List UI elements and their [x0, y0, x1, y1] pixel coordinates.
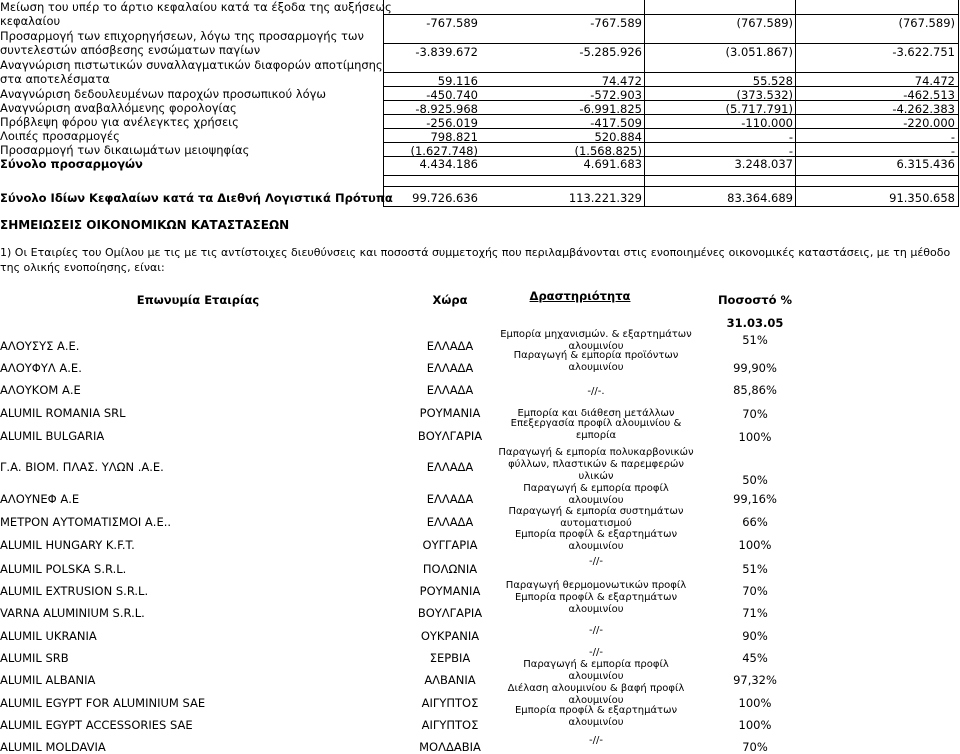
reconciliation-value: -220.000 — [903, 116, 955, 130]
grid-hline — [383, 72, 959, 73]
company-country: ΣΕΡΒΙΑ — [429, 651, 471, 665]
company-activity-line: αλουμινίου — [568, 541, 624, 552]
company-activity-line: -//- — [589, 556, 603, 567]
company-activity — [496, 447, 696, 483]
header-country: Χώρα — [432, 293, 468, 307]
company-percent: 99,90% — [733, 361, 777, 375]
reconciliation-row-label: κεφαλαίου — [0, 14, 61, 28]
reconciliation-row-label: στα αποτελέσματα — [0, 72, 110, 86]
company-activity-line: αλουμινίου — [568, 362, 624, 373]
company-activity — [496, 529, 696, 553]
reconciliation-row-label: Μείωση του υπέρ το άρτιο κεφαλαίου κατά τα έξοδα της αυξήσεως — [0, 0, 392, 14]
notes-paragraph-line2: της ολικής ενοποίησης, είναι: — [0, 261, 165, 274]
reconciliation-value: 74.472 — [914, 74, 955, 88]
company-name: ΑΛΟΥΣΥΣ Α.Ε. — [0, 339, 80, 353]
company-activity-line: Επεξεργασία προφίλ αλουμινίου & — [510, 418, 682, 429]
reconciliation-row-label: Προσαρμογή των επιχορηγήσεων, λόγω της προσαρμογής των — [0, 29, 364, 43]
total-adjustments-value: 6.315.436 — [896, 157, 955, 171]
company-country: ΒΟΥΛΓΑΡΙΑ — [417, 429, 483, 443]
company-percent: 71% — [742, 606, 768, 620]
total-equity-label: Σύνολο Ιδίων Κεφαλαίων κατά τα Διεθνή Λογιστικά Πρότυπα — [0, 191, 393, 205]
company-percent: 50% — [742, 473, 768, 487]
total-equity-value: 91.350.658 — [889, 191, 955, 205]
company-name: ALUMIL MOLDAVIA — [0, 740, 106, 754]
company-activity-line: εμπορία — [575, 430, 617, 441]
reconciliation-value: - — [950, 144, 955, 158]
reconciliation-value: (5.717.791) — [725, 102, 793, 116]
reconciliation-value: (373.532) — [736, 88, 793, 102]
company-percent: 70% — [742, 407, 768, 421]
company-percent: 51% — [742, 333, 768, 347]
reconciliation-value: -767.589 — [590, 16, 642, 30]
company-percent: 51% — [742, 562, 768, 576]
reconciliation-row-label: Πρόβλεψη φόρου για ανέλεγκτες χρήσεις — [0, 115, 239, 129]
reconciliation-value: 55.528 — [752, 74, 793, 88]
company-percent: 100% — [738, 718, 772, 732]
company-activity-line: -//- — [589, 735, 603, 746]
company-percent: 100% — [738, 696, 772, 710]
total-equity-value: 99.726.636 — [412, 191, 478, 205]
company-activity-line: αλουμινίου — [568, 717, 624, 728]
reconciliation-row-label: Αναγνώριση δεδουλευμένων παροχών προσωπικού λόγω — [0, 87, 327, 101]
company-activity-line: Παραγωγή & εμπορία πολυκαρβονικών — [498, 447, 694, 458]
reconciliation-value: - — [788, 144, 793, 158]
company-country: ΕΛΛΑΔΑ — [426, 460, 474, 474]
company-activity-line: -//- — [589, 647, 603, 658]
company-country: ΕΛΛΑΔΑ — [426, 361, 474, 375]
reconciliation-row-label: Προσαρμογή των δικαιωμάτων μειοψηφίας — [0, 143, 250, 157]
grid-hline — [383, 175, 959, 176]
company-activity-line: Εμπορία προφίλ & εξαρτημάτων — [514, 705, 678, 716]
company-name: ALUMIL EXTRUSION S.R.L. — [0, 584, 149, 598]
reconciliation-value: (1.627.748) — [410, 144, 478, 158]
reconciliation-value: 520.884 — [594, 130, 642, 144]
reconciliation-value: -767.589 — [426, 16, 478, 30]
company-name: Γ.Α. ΒΙΟΜ. ΠΛΑΣ. ΥΛΩΝ .Α.Ε. — [0, 460, 164, 474]
company-activity — [496, 350, 696, 374]
company-activity-line: Εμπορία μηχανισμών. & εξαρτημάτων — [500, 329, 692, 340]
company-activity — [496, 592, 696, 616]
company-country: ΑΙΓΥΠΤΟΣ — [421, 718, 479, 732]
company-name: ALUMIL HUNGARY K.F.T. — [0, 538, 135, 552]
company-percent: 97,32% — [733, 673, 777, 687]
reconciliation-value: -3.839.672 — [415, 45, 478, 59]
company-activity-line: αλουμινίου — [568, 495, 624, 506]
notes-heading: ΣΗΜΕΙΩΣΕΙΣ ΟΙΚΟΝΟΜΙΚΩΝ ΚΑΤΑΣΤΑΣΕΩΝ — [0, 218, 290, 232]
company-activity-line: Εμπορία προφίλ & εξαρτημάτων — [514, 592, 678, 603]
reconciliation-value: (767.589) — [736, 16, 793, 30]
company-activity — [496, 705, 696, 729]
company-activity — [496, 580, 696, 592]
company-activity — [496, 683, 696, 707]
total-equity-value: 113.221.329 — [568, 191, 642, 205]
company-activity-line: αλουμινίου — [568, 604, 624, 615]
company-name: ΑΛΟΥΚΟΜ Α.Ε — [0, 383, 81, 397]
company-activity-line: αυτοματισμού — [560, 518, 632, 529]
reconciliation-value: -450.740 — [426, 88, 478, 102]
reconciliation-value: (3.051.867) — [725, 45, 793, 59]
company-activity — [496, 625, 696, 637]
header-date: 31.03.05 — [726, 316, 784, 330]
company-country: ΒΟΥΛΓΑΡΙΑ — [417, 606, 483, 620]
company-activity-line: Εμπορία και διάθεση μετάλλων — [517, 408, 675, 419]
company-percent: 99,16% — [733, 492, 777, 506]
company-country: ΕΛΛΑΔΑ — [426, 515, 474, 529]
reconciliation-value: -5.285.926 — [579, 45, 642, 59]
company-activity-line: αλουμινίου — [568, 695, 624, 706]
company-activity — [496, 418, 696, 442]
reconciliation-value: 798.821 — [430, 130, 478, 144]
company-activity-line: Παραγωγή & εμπορία συστημάτων — [508, 506, 684, 517]
reconciliation-value: - — [950, 130, 955, 144]
company-percent: 90% — [742, 629, 768, 643]
company-activity-line: υλικών — [578, 471, 614, 482]
company-country: ΡΟΥΜΑΝΙΑ — [419, 406, 481, 420]
grid-hline — [383, 43, 959, 44]
company-activity-line: Παραγωγή & εμπορία προϊόντων — [513, 350, 679, 361]
reconciliation-value: -572.903 — [590, 88, 642, 102]
company-country: ΟΥΓΓΑΡΙΑ — [422, 538, 478, 552]
notes-paragraph-line1: 1) Οι Εταιρίες του Ομίλου με τις με τις αντίστοιχες διευθύνσεις και ποσοστά συμμετοχής που περιλαμβάνονται στις ενοποιημένες οικονομικές καταστάσεις, με τη μέθοδο — [0, 246, 951, 259]
company-percent: 85,86% — [733, 383, 777, 397]
reconciliation-value: -4.262.383 — [892, 102, 955, 116]
company-percent: 100% — [738, 538, 772, 552]
company-activity-line: -//- — [589, 625, 603, 636]
company-name: VARNA ALUMINIUM S.R.L. — [0, 606, 145, 620]
company-country: ΡΟΥΜΑΝΙΑ — [419, 584, 481, 598]
company-name: ΑΛΟΥΝΕΦ Α.Ε — [0, 492, 80, 506]
reconciliation-value: -3.622.751 — [892, 45, 955, 59]
company-activity — [496, 659, 696, 683]
company-activity — [496, 506, 696, 530]
company-activity-line: αλουμινίου — [568, 671, 624, 682]
grid-hline — [383, 186, 959, 187]
reconciliation-value: -462.513 — [903, 88, 955, 102]
company-percent: 45% — [742, 651, 768, 665]
company-activity — [496, 735, 696, 747]
company-country: ΕΛΛΑΔΑ — [426, 492, 474, 506]
reconciliation-value: -8.925.968 — [415, 102, 478, 116]
reconciliation-value: (767.589) — [898, 16, 955, 30]
company-name: ALUMIL BULGARIA — [0, 429, 105, 443]
total-adjustments-value: 3.248.037 — [734, 157, 793, 171]
company-activity-line: Διέλαση αλουμινίου & βαφή προφίλ — [507, 683, 685, 694]
company-name: ALUMIL EGYPT ACCESSORIES SAE — [0, 718, 193, 732]
company-name: ALUMIL ROMANIA SRL — [0, 406, 126, 420]
company-activity — [496, 386, 696, 398]
company-percent: 100% — [738, 430, 772, 444]
company-percent: 70% — [742, 740, 768, 754]
company-activity-line: φύλλων, πλαστικών & παρεμφερών — [508, 459, 684, 470]
reconciliation-value: -6.991.825 — [579, 102, 642, 116]
company-name: ΑΛΟΥΦΥΛ Α.Ε. — [0, 361, 82, 375]
reconciliation-row-label: Αναγνώριση πιστωτικών συναλλαγματικών διαφορών αποτίμησης — [0, 58, 383, 72]
reconciliation-value: -110.000 — [741, 116, 793, 130]
company-country: ΑΙΓΥΠΤΟΣ — [421, 696, 479, 710]
company-activity — [496, 556, 696, 568]
company-country: ΟΥΚΡΑΝΙΑ — [420, 629, 480, 643]
company-activity-line: Παραγωγή θερμομονωτικών προφίλ — [505, 580, 687, 591]
company-name: ALUMIL UKRANIA — [0, 629, 97, 643]
company-name: ALUMIL POLSKA S.R.L. — [0, 562, 127, 576]
company-name: ALUMIL EGYPT FOR ALUMINIUM SAE — [0, 696, 206, 710]
company-name: ΜΕΤΡΟΝ ΑΥΤΟΜΑΤΙΣΜΟΙ Α.Ε.. — [0, 515, 172, 529]
reconciliation-value: -256.019 — [426, 116, 478, 130]
reconciliation-row-label: συντελεστών απόσβεσης ενσώματων παγίων — [0, 43, 261, 57]
company-percent: 66% — [742, 515, 768, 529]
company-country: ΠΟΛΩΝΙΑ — [422, 562, 478, 576]
header-company-name: Επωνυμία Εταιρίας — [136, 293, 260, 307]
grid-hline — [383, 14, 959, 15]
company-name: ALUMIL SRB — [0, 651, 69, 665]
company-activity — [496, 483, 696, 507]
total-equity-value: 83.364.689 — [727, 191, 793, 205]
reconciliation-row-label: Αναγνώριση αναβαλλόμενης φορολογίας — [0, 101, 237, 115]
total-adjustments-value: 4.434.186 — [419, 157, 478, 171]
total-adjustments-value: 4.691.683 — [583, 157, 642, 171]
reconciliation-value: -417.509 — [590, 116, 642, 130]
company-percent: 70% — [742, 584, 768, 598]
company-activity — [496, 647, 696, 659]
company-country: ΕΛΛΑΔΑ — [426, 339, 474, 353]
total-adjustments-label: Σύνολο προσαρμογών — [0, 157, 143, 171]
header-percent: Ποσοστό % — [717, 293, 793, 307]
reconciliation-value: - — [788, 130, 793, 144]
company-country: ΕΛΛΑΔΑ — [426, 383, 474, 397]
company-activity-line: αλουμινίου — [568, 341, 624, 352]
reconciliation-row-label: Λοιπές προσαρμογές — [0, 129, 120, 143]
reconciliation-value: 59.116 — [437, 74, 478, 88]
company-country: ΑΛΒΑΝΙΑ — [424, 673, 476, 687]
company-activity-line: Παραγωγή & εμπορία προφίλ — [523, 483, 669, 494]
company-activity-line: -//-. — [587, 386, 605, 397]
header-activity: Δραστηριότητα — [529, 289, 631, 303]
reconciliation-value: 74.472 — [601, 74, 642, 88]
company-activity-line: Εμπορία προφίλ & εξαρτημάτων — [514, 529, 678, 540]
company-name: ALUMIL ALBANIA — [0, 673, 96, 687]
company-country: ΜΟΛΔΑΒΙΑ — [419, 740, 481, 754]
reconciliation-value: (1.568.825) — [574, 144, 642, 158]
company-activity-line: Παραγωγή & εμπορία προφίλ — [523, 659, 669, 670]
grid-hline — [383, 206, 959, 207]
